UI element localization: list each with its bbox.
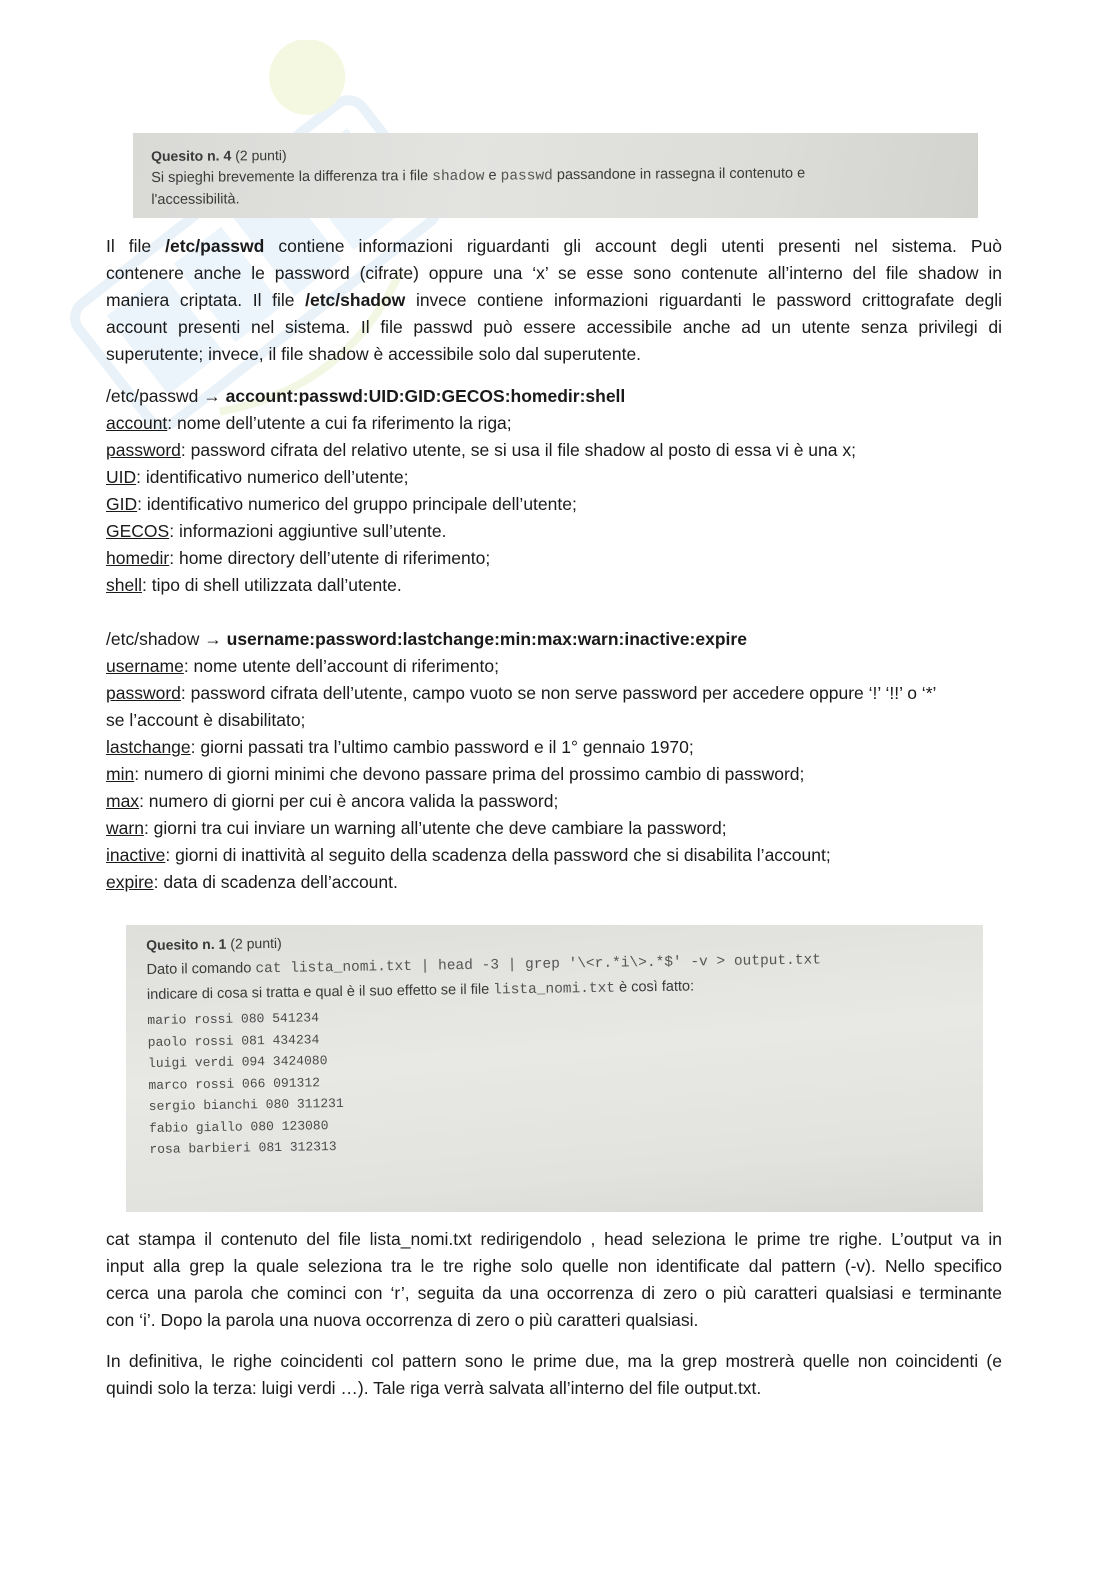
question-text: indicare di cosa si tratta e qual è il suo effetto se il file — [146, 981, 490, 1003]
field-row — [106, 869, 1002, 896]
shadow-section — [106, 626, 1002, 896]
question-text: Dato il comando — [146, 960, 252, 978]
field-row — [106, 572, 1002, 599]
field-desc: : identificativo numerico dell’utente; — [136, 467, 409, 487]
field-name: shell — [106, 575, 142, 595]
text: invece contiene informazioni riguardanti le password crittografate degli — [415, 290, 1003, 310]
field-desc: : password cifrata del relativo utente, se si usa il file shadow al posto di essa vi è una x; — [180, 440, 856, 460]
field-row — [106, 653, 1002, 680]
answer-paragraph-1 — [106, 1226, 1002, 1334]
field-row — [106, 842, 1002, 869]
field-name: GID — [106, 494, 138, 514]
field-name: lastchange — [106, 737, 191, 757]
question-text: e — [488, 167, 497, 184]
text-line: cat stampa il contenuto del file lista_nomi.txt redirigendolo , head seleziona le prime tre righe. L’output va in — [106, 1229, 1002, 1249]
listing-row: sergio bianchi 080 311231 — [148, 1095, 344, 1114]
question-text: passandone in rassegna il contenuto e — [556, 165, 806, 184]
field-name: password — [106, 440, 181, 460]
path-shadow: /etc/shadow — [305, 290, 406, 310]
field-desc: : numero di giorni minimi che devono passare prima del prossimo cambio di password; — [134, 764, 805, 784]
field-desc: : nome utente dell’account di riferimento; — [183, 656, 499, 676]
shadow-format: username:password:lastchange:min:max:warn:inactive:expire — [226, 629, 747, 649]
field-name: warn — [106, 818, 144, 838]
text-line: contenere anche le password (cifrate) oppure una ‘x’ se esse sono contenute all’interno del file shadow in — [106, 263, 1002, 283]
field-name: max — [106, 791, 140, 811]
field-row — [106, 788, 1002, 815]
question-text: è così fatto: — [618, 978, 695, 996]
field-desc: : identificativo numerico del gruppo principale dell’utente; — [137, 494, 577, 514]
question-title: Quesito n. 4 — [151, 147, 232, 164]
field-row — [106, 734, 1002, 761]
field-desc: : home directory dell’utente di riferimento; — [169, 548, 491, 568]
field-name: min — [106, 764, 135, 784]
listing-row: luigi verdi 094 3424080 — [147, 1053, 328, 1071]
field-desc: : tipo di shell utilizzata dall’utente. — [142, 575, 402, 595]
field-desc: : informazioni aggiuntive sull’utente. — [169, 521, 447, 541]
field-name: password — [106, 683, 181, 703]
text-line: superutente; invece, il file shadow è accessibile solo dal superutente. — [106, 344, 642, 364]
field-desc: : numero di giorni per cui è ancora valida la password; — [139, 791, 559, 811]
path-label: /etc/shadow → — [106, 629, 222, 649]
text-line: In definitiva, le righe coincidenti col pattern sono le prime due, ma la grep mostrerà quelle non coincidenti (e — [106, 1351, 1002, 1371]
field-row — [106, 680, 1002, 707]
listing-row: mario rossi 080 541234 — [147, 1010, 320, 1028]
passwd-section — [106, 383, 1002, 599]
path-label: /etc/passwd → — [106, 386, 221, 406]
field-row — [106, 815, 1002, 842]
text-line — [106, 287, 1002, 314]
field-row — [106, 410, 1002, 437]
text-line: input alla grep la quale seleziona tra le tre righe solo quelle non identificate dal pattern (-v). Nello specifico — [106, 1256, 1002, 1276]
field-desc: : nome dell’utente a cui fa riferimento la riga; — [167, 413, 512, 433]
passwd-format: account:passwd:UID:GID:GECOS:homedir:shell — [225, 386, 626, 406]
answer-paragraph-2 — [106, 1348, 1002, 1402]
code-shadow: shadow — [432, 168, 485, 186]
field-desc: : data di scadenza dell’account. — [153, 872, 398, 892]
field-row — [106, 761, 1002, 788]
field-name: homedir — [106, 548, 170, 568]
passwd-format-line — [106, 383, 1002, 410]
field-row — [106, 545, 1002, 572]
command-code: cat lista_nomi.txt | head -3 | grep '\<r.*i\>.*$' -v > output.txt — [255, 952, 822, 978]
question-title: Quesito n. 1 — [146, 935, 227, 953]
question-1-photo — [126, 925, 983, 1212]
field-row — [106, 437, 1002, 464]
path-passwd: /etc/passwd — [165, 236, 265, 256]
field-name: expire — [106, 872, 154, 892]
field-desc: : password cifrata dell’utente, campo vuoto se non serve password per accedere oppure ‘!’ ‘!!’ o ‘*’ — [180, 683, 937, 703]
field-row — [106, 491, 1002, 518]
field-name: inactive — [106, 845, 166, 865]
text-line: quindi solo la terza: luigi verdi …). Tale riga verrà salvata all’interno del file output.txt. — [106, 1378, 762, 1398]
shadow-format-line — [106, 626, 1002, 653]
field-desc: : giorni di inattività al seguito della scadenza della password che si disabilita l’account; — [165, 845, 831, 865]
text-line: account presenti nel sistema. Il file passwd può essere accessibile anche ad un utente senza privilegi di — [106, 317, 1002, 337]
text: Il file — [106, 236, 152, 256]
text-line: con ‘i’. Dopo la parola una nuova occorrenza di zero o più caratteri qualsiasi. — [106, 1310, 699, 1330]
file-listing — [147, 999, 824, 1160]
field-desc: : giorni passati tra l’ultimo cambio password e il 1° gennaio 1970; — [190, 737, 694, 757]
question-points: (2 punti) — [230, 934, 282, 952]
listing-row: rosa barbieri 081 312313 — [149, 1139, 337, 1157]
field-desc: : giorni tra cui inviare un warning all’utente che deve cambiare la password; — [143, 818, 727, 838]
text: contiene informazioni riguardanti gli account degli utenti presenti nel sistema. Può — [278, 236, 1002, 256]
field-name: UID — [106, 467, 137, 487]
field-row — [106, 518, 1002, 545]
field-name: GECOS — [106, 521, 170, 541]
text-line — [106, 233, 1002, 260]
filename-code: lista_nomi.txt — [493, 980, 616, 999]
question-text: l'accessibilità. — [151, 191, 240, 208]
field-row-cont: se l’account è disabilitato; — [106, 710, 306, 730]
text-line: cerca una parola che cominci con ‘r’, seguita da una occorrenza di zero o più caratteri qualsiasi e terminante — [106, 1283, 1002, 1303]
field-name: account — [106, 413, 168, 433]
question-4-photo — [133, 133, 978, 218]
field-row — [106, 464, 1002, 491]
question-text: Si spieghi brevemente la differenza tra i file — [151, 168, 429, 186]
text: maniera criptata. Il file — [106, 290, 295, 310]
field-name: username — [106, 656, 184, 676]
listing-row: marco rossi 066 091312 — [148, 1074, 321, 1093]
intro-paragraph — [106, 233, 1002, 368]
question-points: (2 punti) — [235, 147, 287, 164]
code-passwd: passwd — [500, 168, 553, 185]
listing-row: fabio giallo 080 123080 — [148, 1117, 329, 1136]
listing-row: paolo rossi 081 434234 — [147, 1031, 320, 1050]
